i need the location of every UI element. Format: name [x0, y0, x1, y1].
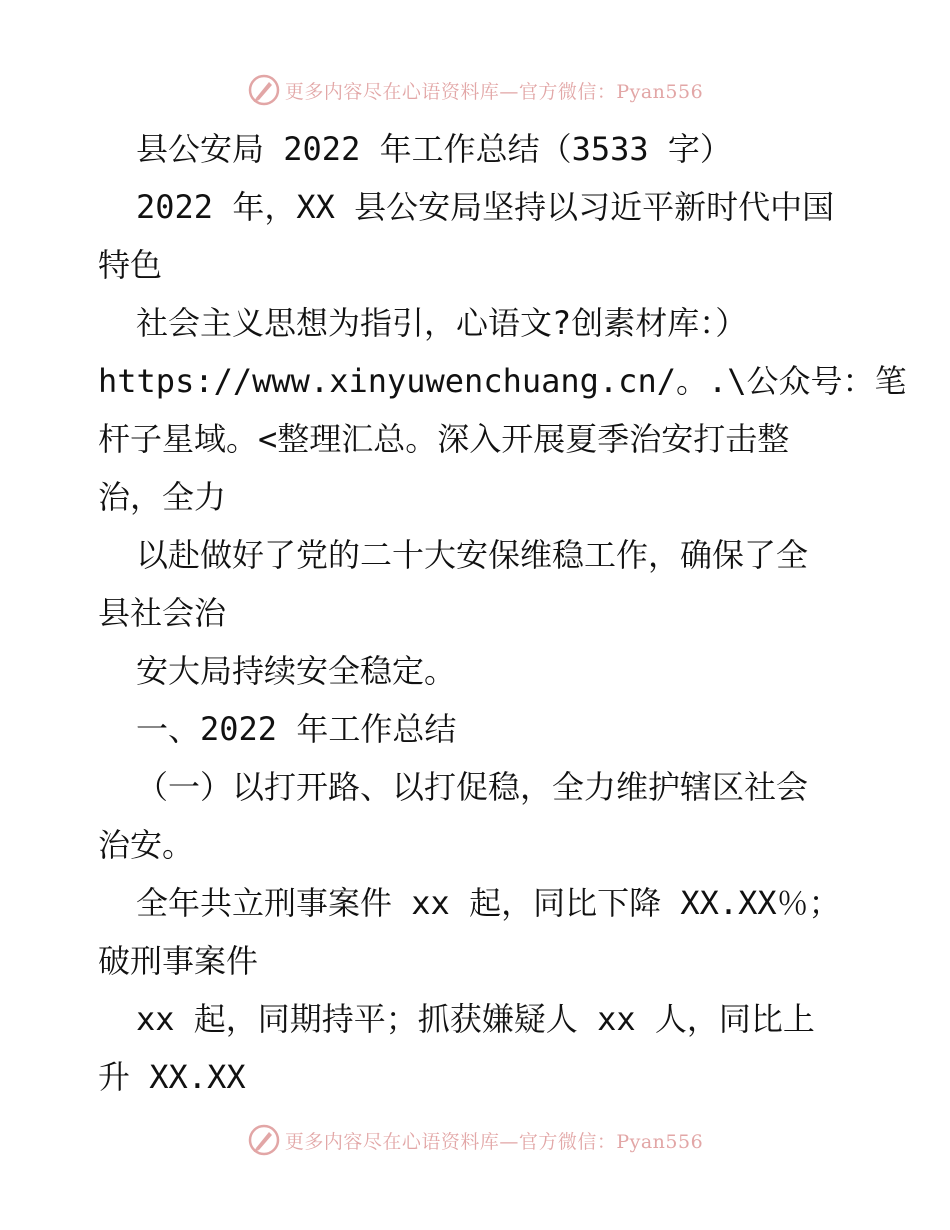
text-line: 县公安局 2022 年工作总结（3533 字）	[136, 130, 732, 168]
text-line: 杆子星域。<整理汇总。深入开展夏季治安打击整	[98, 420, 790, 458]
text-line: 治安。	[98, 826, 195, 864]
watermark-text: 更多内容尽在心语资料库—官方微信：Pyan556	[284, 1130, 704, 1153]
text-line: xx 起，同期持平；抓获嫌疑人 xx 人，同比上	[136, 1000, 815, 1038]
pen-logo-icon	[247, 1123, 281, 1157]
text-line: 县社会治	[98, 594, 227, 632]
text-line: 破刑事案件	[98, 942, 259, 980]
text-line: 以赴做好了党的二十大安保维稳工作，确保了全	[136, 536, 809, 574]
text-line: （一）以打开路、以打促稳，全力维护辖区社会	[136, 768, 809, 806]
text-line: 社会主义思想为指引，心语文?创素材库：）	[136, 304, 748, 342]
pen-logo-icon	[247, 73, 281, 107]
text-line: 全年共立刑事案件 xx 起，同比下降 XX.XX％；	[136, 884, 841, 922]
text-line: 一、2022 年工作总结	[136, 710, 457, 748]
text-line: 2022 年，XX 县公安局坚持以习近平新时代中国	[136, 188, 835, 226]
text-line: 升 XX.XX	[98, 1058, 246, 1096]
text-line: https://www.xinyuwenchuang.cn/。.\公众号：笔	[98, 362, 907, 400]
watermark-text: 更多内容尽在心语资料库—官方微信：Pyan556	[284, 80, 704, 103]
text-line: 特色	[98, 246, 163, 284]
header-watermark	[0, 70, 950, 110]
footer-watermark	[0, 1120, 950, 1160]
text-line: 治，全力	[98, 478, 227, 516]
document-body	[98, 120, 907, 1106]
text-line: 安大局持续安全稳定。	[136, 652, 457, 690]
